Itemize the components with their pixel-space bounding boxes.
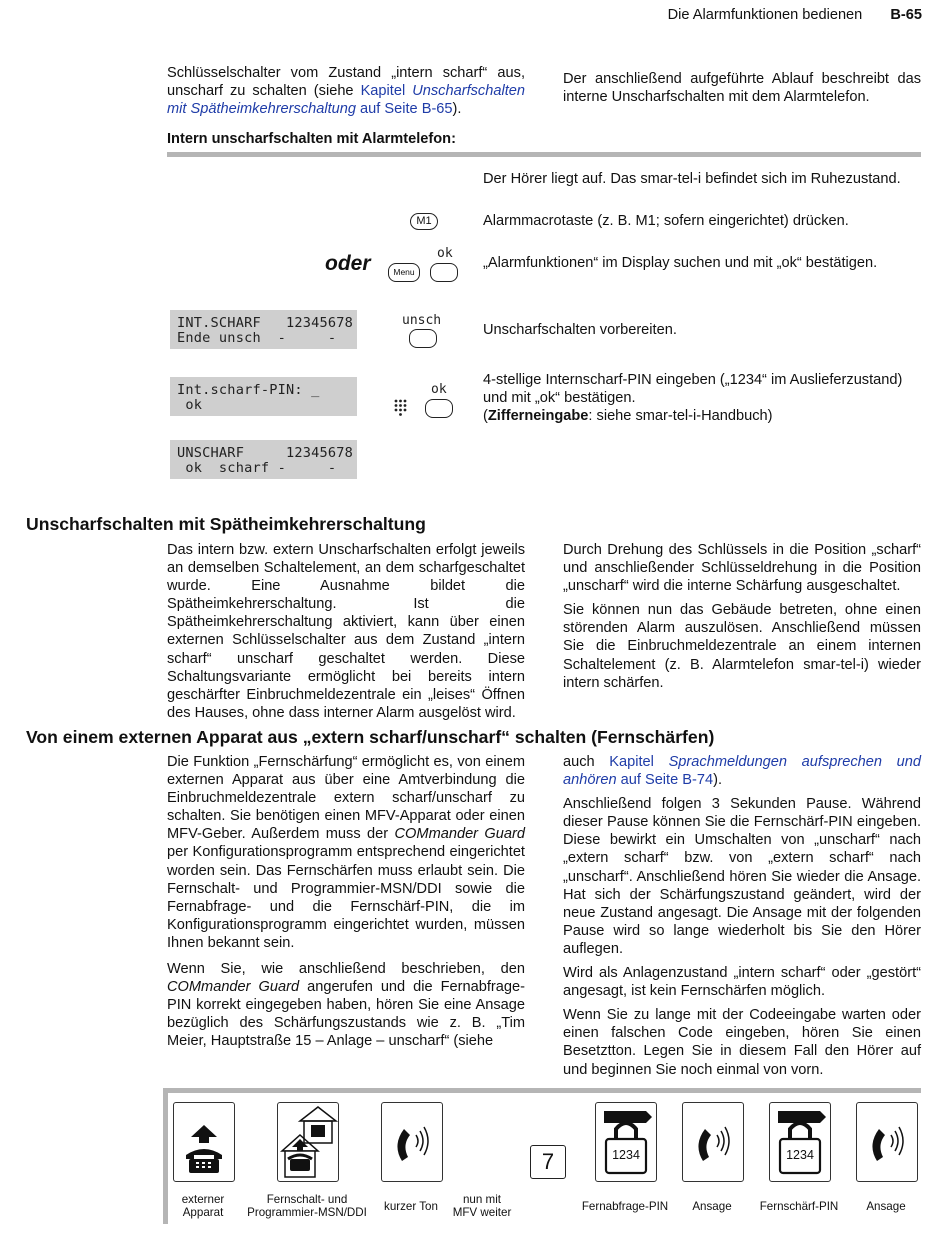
section-heading-fernschaerfen: Von einem externen Apparat aus „extern scharf/unscharf“ schalten (Fernschärfen) <box>26 727 715 747</box>
tile-fernabfrage-pin <box>595 1102 657 1182</box>
procedure-title: Intern unscharfschalten mit Alarmtelefon: <box>167 131 456 147</box>
step-3-text: „Alarmfunktionen“ im Display suchen und mit „ok“ bestätigen. <box>483 255 878 271</box>
header-title: Die Alarmfunktionen bedienen <box>667 7 863 23</box>
lcd-display-3: UNSCHARF 12345678 ok scharf - - <box>170 440 357 479</box>
link-kapitel-spaetheimkehrer[interactable]: Kapitel Unscharfschalten mit Spätheimkehrerschaltung auf Seite B-65 <box>167 83 525 118</box>
running-header <box>668 7 922 23</box>
pin-text: 1234 <box>612 1148 640 1162</box>
step-2-text: Alarmmacrotaste (z. B. M1; sofern eingerichtet) drücken. <box>483 213 849 229</box>
intro-right: Der anschließend aufgeführte Ablauf beschreibt das interne Unscharfschalten mit dem Alarmtelefon. <box>563 71 921 106</box>
lcd-display-1: INT.SCHARF 12345678 Ende unsch - - <box>170 310 357 349</box>
handset-announcement-icon-2 <box>857 1103 917 1181</box>
padlock-icon <box>596 1103 656 1181</box>
handset-announcement-icon <box>683 1103 743 1181</box>
procedure-rule <box>167 152 921 157</box>
m1-key[interactable]: M1 <box>410 213 438 230</box>
menu-key[interactable]: Menu <box>388 263 420 282</box>
section1-right: Durch Drehung des Schlüssels in die Position „scharf“ und anschließender Schlüsseldrehung in die Position „unscharf“ wird die interne Schärfung ausgeschaltet. Sie können nun das Gebäude betreten, ohne einen störenden Alarm auszulösen. Anschließend müssen Sie die Einbruchmeldezentrale an einem internen Schaltelement (z. B. Alarmtelefon smar-tel-i) wieder intern schärfen. <box>563 542 921 691</box>
section-heading-spaetheimkehrer: Unscharfschalten mit Spätheimkehrerschaltung <box>26 514 426 534</box>
tile-fernschaerf-pin <box>769 1102 831 1182</box>
tile-fernschalt-msn <box>277 1102 339 1182</box>
unsch-softkey-label: unsch <box>402 313 442 328</box>
ok-softkey-label-2: ok <box>431 382 447 397</box>
link-kapitel-sprachmeldungen[interactable]: Kapitel Sprachmeldungen aufsprechen und anhören auf Seite B-74 <box>563 754 921 789</box>
caption-fernabfrage-pin: Fernabfrage-PIN <box>581 1200 669 1213</box>
digit-key-7: 7 <box>530 1145 566 1179</box>
caption-kurzer-ton: kurzer Ton <box>384 1200 438 1213</box>
section2-right: auch Kapitel Sprachmeldungen aufsprechen und anhören auf Seite B-74). Anschließend folgen 3 Sekunden Pause. Während dieser Pause können Sie die Fernschärf-PIN eingeben. Diese bewirkt ein Umschalten von „unscharf“ nach „extern scharf“ bzw. von „extern scharf“ nach „unscharf“. Anschließend hören Sie wieder die Ansage. Hat sich der Schärfungszustand geändert, wird der neue Zustand angesagt. Die Ansage mit der folgenden Pause wird so lange wiederholt bis Sie den Hörer auflegen. Wird als Anlagenzustand „intern scharf“ oder „gestört“ angesagt, ist kein Fernschärfen möglich. Wenn Sie zu lange mit der Codeeingabe warten oder einen falschen Code eingeben, hören Sie einen Besetztton. Legen Sie in diesem Fall den Hörer auf und beginnen Sie noch einmal von vorn. <box>563 754 921 1078</box>
section2-left: Die Funktion „Fernschärfung“ ermöglicht es, von einem externen Apparat aus über eine Amtverbindung die Einbruchmeldezentrale extern scharf/unscharf zu schalten. Sie benötigen einen MFV-Apparat oder einen MFV-Geber. Außerdem muss der COMmander Guard per Konfigurationsprogramm entsprechend eingerichtet worden sein. Das Fernschärfen muss erlaubt sein. Die Fernschalt- und Programmier-MSN/DDI sowie die Fernabfrage- und die Fernschärf-PIN, die im Konfigurationsprogramm eingerichtet wurden, müssen Ihnen bekannt sein. Wenn Sie, wie anschließend beschrieben, den COMmander Guard angerufen und die Fernabfrage-PIN korrekt eingegeben haben, hören Sie eine Ansage bezüglich des Schärfungszustands wie z. B. „Tim Meier, Hauptstraße 15 – Anlage – unscharf“ (siehe <box>167 754 525 1050</box>
ok-softkey-button[interactable] <box>430 263 458 282</box>
caption-fernschaerf-pin: Fernschärf-PIN <box>759 1200 839 1213</box>
tile-external-phone <box>173 1102 235 1182</box>
tile-ansage-1 <box>682 1102 744 1182</box>
tile-kurzer-ton <box>381 1102 443 1182</box>
step-4-text: Unscharfschalten vorbereiten. <box>483 322 677 338</box>
unsch-softkey-button[interactable] <box>409 329 437 348</box>
section1-left: Das intern bzw. extern Unscharfschalten erfolgt jeweils an demselben Schaltelement, an dem scharfgeschaltet wurde. Eine Ausnahme bildet die Spätheimkehrerschaltung. Ist die Spätheimkehrerschaltung aktiviert, kann über einen externen Schlüsselschalter aus dem Zustand „intern scharf“ unscharf geschaltet werden. Diese Schaltungsvariante ermöglicht bei bereits intern geschärfter Einbruchmeldezentrale ein „leises“ Öffnen des Hauses, ohne dass interner Alarm ausgelöst wird. <box>167 542 525 721</box>
lcd-display-2: Int.scharf-PIN: _ ok <box>170 377 357 416</box>
pin-text-2: 1234 <box>786 1148 814 1162</box>
houses-phone-icon <box>278 1103 338 1181</box>
step-1-text: Der Hörer liegt auf. Das smar-tel-i befindet sich im Ruhezustand. <box>483 171 901 187</box>
ok-softkey-label: ok <box>437 246 453 261</box>
caption-ansage-1: Ansage <box>692 1200 732 1213</box>
external-phone-icon <box>174 1103 234 1181</box>
tile-ansage-2 <box>856 1102 918 1182</box>
page-number: B-65 <box>890 7 922 23</box>
handset-sound-icon <box>382 1103 442 1181</box>
step-5-text: 4-stellige Internscharf-PIN eingeben („1234“ im Auslieferzustand) und mit „ok“ bestätigen. (Zifferneingabe: siehe smar-tel-i-Handbuch) <box>483 372 903 424</box>
oder-label: oder <box>325 252 371 275</box>
caption-externer-apparat: externer Apparat <box>181 1193 225 1219</box>
caption-mfv-weiter: nun mit MFV weiter <box>452 1193 512 1219</box>
sequence-rule-top <box>163 1088 921 1093</box>
padlock-icon-2 <box>770 1103 830 1181</box>
caption-ansage-2: Ansage <box>866 1200 906 1213</box>
caption-fernschalt-msn: Fernschalt- und Programmier-MSN/DDI <box>247 1193 367 1219</box>
ok-softkey-button-2[interactable] <box>425 399 453 418</box>
keypad-icon <box>393 399 409 417</box>
intro-left: Schlüsselschalter vom Zustand „intern scharf“ aus, unscharf zu schalten (siehe Kapitel Unscharfschalten mit Spätheimkehrerschaltung auf Seite B-65). <box>167 65 525 118</box>
